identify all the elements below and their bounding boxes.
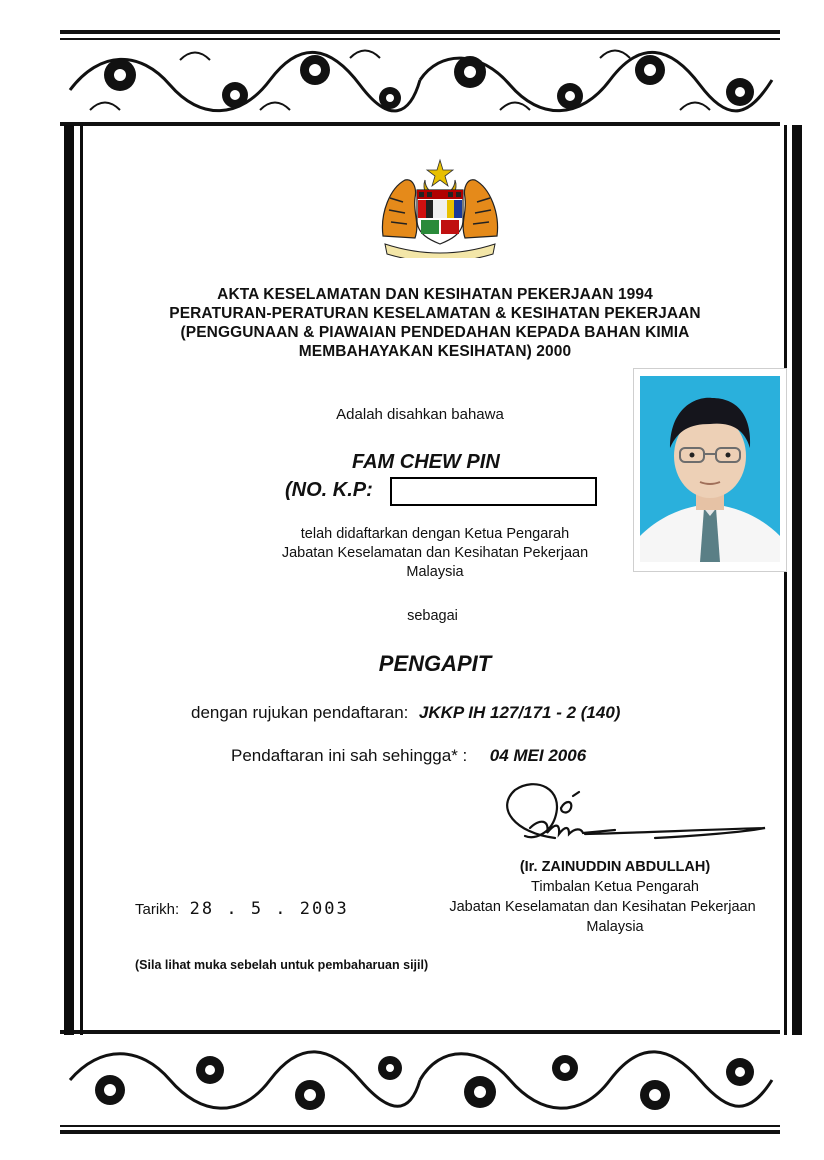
act-title-line-1: AKTA KESELAMATAN DAN KESIHATAN PEKERJAAN 1994 [217, 286, 653, 303]
act-title-line-2: PERATURAN-PERATURAN KESELAMATAN & KESIHATAN PEKERJAAN [169, 305, 701, 322]
date-label: Tarikh: [135, 901, 180, 918]
registration-line-2: Jabatan Keselamatan dan Kesihatan Pekerjaan [281, 545, 589, 561]
signatory-name: (Ir. ZAINUDDIN ABDULLAH) [519, 859, 711, 875]
signatory-department: Jabatan Keselamatan dan Kesihatan Pekerjaan [449, 899, 756, 915]
reference-label: dengan rujukan pendaftaran: [191, 703, 409, 722]
left-border-outer [64, 125, 74, 1035]
bottom-floral-border [60, 1030, 780, 1135]
left-border-inner [80, 125, 83, 1035]
act-title-line-3: (PENGGUNAAN & PIAWAIAN PENDEDAHAN KEPADA BAHAN KIMIA [180, 324, 690, 341]
signatory-title: Timbalan Ketua Pengarah [531, 879, 699, 895]
date-row [135, 899, 349, 919]
validity-label: Pendaftaran ini sah sehingga* : [231, 746, 468, 765]
act-title-line-4: MEMBAHAYAKAN KESIHATAN) 2000 [298, 343, 572, 360]
validity-row [231, 746, 586, 766]
registration-line-3: Malaysia [406, 564, 464, 580]
signatory-country: Malaysia [586, 919, 644, 935]
id-number-label: (NO. K.P: [285, 479, 373, 501]
top-floral-border [60, 30, 780, 130]
intro-text: Adalah disahkan bahawa [336, 406, 504, 423]
holder-photo [633, 368, 787, 572]
handwritten-signature [495, 778, 775, 858]
right-border-outer [792, 125, 802, 1035]
renewal-footnote: (Sila lihat muka sebelah untuk pembaharuan sijil) [135, 958, 429, 972]
handwritten-date: 28 . 5 . 2003 [189, 899, 349, 919]
registration-line-1: telah didaftarkan dengan Ketua Pengarah [300, 526, 570, 542]
coat-of-arms-emblem [375, 158, 505, 258]
as-label: sebagai [407, 608, 458, 624]
reference-number: JKKP IH 127/171 - 2 (140) [418, 703, 621, 722]
validity-date: 04 MEI 2006 [489, 746, 587, 765]
role-title: PENGAPIT [378, 651, 492, 676]
reference-row [191, 703, 620, 723]
redacted-id-number [390, 477, 597, 506]
holder-name: FAM CHEW PIN [352, 451, 500, 473]
